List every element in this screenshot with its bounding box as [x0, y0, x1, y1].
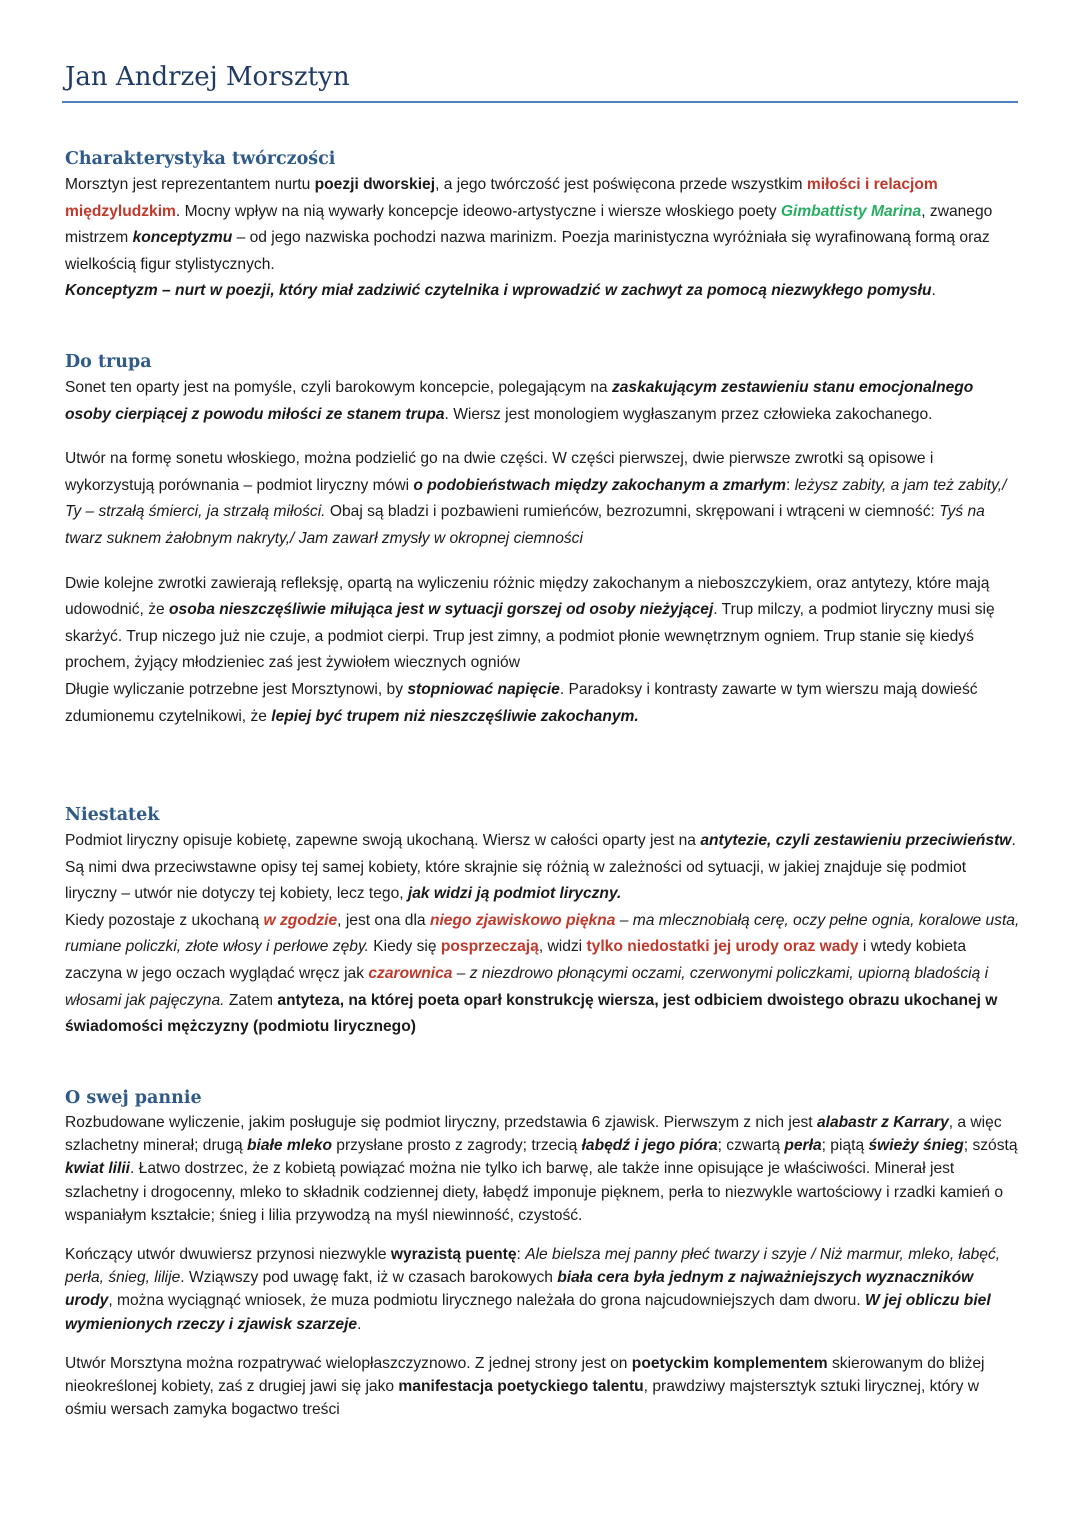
text-bold-italic: świeży śnieg — [868, 1137, 964, 1155]
text-run: Obaj są bladzi i pozbawieni rumieńców, bezrozumni, skrępowani i wtrąceni w ciemność: — [325, 503, 940, 521]
text-run: Kiedy pozostaje z ukochaną — [65, 911, 264, 929]
text-bold: antyteza, na której poeta oparł konstrukcję wiersza, jest odbiciem dwoistego obrazu ukochanej w świadomości mężczyzny (podmiotu lirycznego) — [65, 991, 998, 1036]
paragraph — [65, 828, 1020, 1041]
definition — [65, 278, 1020, 305]
text-highlight: posprzeczają — [440, 938, 539, 956]
text-run: Kiedy się — [368, 938, 441, 956]
text-bold-italic: jak widzi ją podmiot liryczny. — [407, 885, 622, 903]
text-run: , można wyciągnąć wniosek, że muza podmiotu lirycznego należała do grona najcudowniejszych dam dworu. — [108, 1292, 866, 1310]
text-highlight: tylko niedostatki jej urody oraz wady — [586, 938, 859, 956]
text-italic: Tyś na twarz suknem żałobnym nakryty,/ Jam zawarł zmysły w okropnej ciemności — [65, 503, 985, 547]
text-run: , a jego twórczość jest poświęcona przede wszystkim — [435, 176, 807, 193]
text-run: Morsztyn jest reprezentantem nurtu — [65, 176, 315, 193]
text-highlight: czarownica — [368, 964, 453, 982]
text-run: Rozbudowane wyliczenie, jakim posługuje się podmiot liryczny, przedstawia 6 zjawisk. Pierwszym z nich jest — [65, 1114, 817, 1131]
text-run: , jest ona dla — [337, 911, 430, 929]
text-run: . — [931, 282, 936, 300]
text-run: ; piątą — [821, 1137, 869, 1155]
text-italic: – ma mlecznobiałą cerę, oczy pełne ognia, koralowe usta, rumiane policzki, złote włosy i perłowe zęby. — [65, 911, 1020, 956]
text-bold-italic: alabastr z Karrary — [816, 1114, 949, 1131]
section-niestatek — [65, 802, 1020, 1041]
section-heading: O swej pannie — [65, 1088, 202, 1108]
text-italic: – z niezdrowo płonącymi oczami, czerwonymi policzkami, upiorną bladością i włosami jak pajęczyna. — [65, 964, 989, 1009]
paragraph — [65, 1352, 1020, 1422]
text-run: – od jego nazwiska pochodzi nazwa marinizm. Poezja marinistyczna wyróżniała się wyrafinowaną formą oraz wielkością figur stylistycznych. — [65, 229, 990, 273]
paragraph — [65, 1243, 1020, 1336]
text-bold: poezji dworskiej — [314, 176, 436, 193]
text-bold-italic: białe mleko — [247, 1137, 332, 1155]
section-do-trupa — [65, 349, 1020, 730]
text-run: , widzi — [538, 938, 587, 956]
text-run: ; czwartą — [717, 1137, 785, 1155]
text-run: Długie wyliczanie potrzebne jest Morsztynowi, by — [65, 680, 408, 698]
text-run: Kończący utwór dwuwiersz przynosi niezwykle — [65, 1246, 391, 1264]
text-bold-italic: W jej obliczu biel wymienionych rzeczy i zjawisk szarzeje — [65, 1292, 991, 1333]
text-run: przysłane prosto z zagrody; trzecią — [331, 1137, 582, 1155]
text-run: , prawdziwy majstersztyk sztuki lirycznej, który w ośmiu wersach zamyka bogactwo treści — [65, 1378, 979, 1419]
text-italic: leżysz zabity, a jam też zabity,/ Ty – strzałą śmierci, ja strzałą miłości. — [65, 476, 1007, 521]
text-run: . Mocny wpływ na nią wywarły koncepcje ideowo-artystyczne i wiersze włoskiego poety — [175, 202, 781, 220]
text-highlight: w zgodzie — [263, 911, 338, 929]
text-italic: Ale bielsza mej panny płeć twarzy i szyje / Niż marmur, mleko, łabęć, perła, śnieg, lilije — [65, 1246, 1001, 1287]
text-bold: wyrazistą puentę — [390, 1246, 517, 1264]
paragraph — [65, 1111, 1020, 1227]
text-run: . Paradoksy i kontrasty zawarte w tym wierszu mają dowieść zdumionemu czytelnikowi, że — [65, 680, 978, 725]
section-heading: Charakterystyka twórczości — [65, 149, 336, 169]
text-bold-italic: osoba nieszczęśliwie miłująca jest w sytuacji gorszej od osoby nieżyjącej — [169, 601, 714, 619]
paragraph — [65, 172, 1020, 278]
text-bold-italic: Konceptyzm – nurt w poezji, który miał zadziwić czytelnika i wprowadzić w zachwyt za pomocą niezwykłego pomysłu — [65, 282, 932, 300]
text-bold-italic: antytezie, czyli zestawieniu przeciwieństw — [700, 832, 1012, 849]
document-title: Jan Andrzej Morsztyn — [65, 62, 350, 92]
text-highlight: Gimbattisty Marina — [780, 202, 922, 220]
text-run: i wtedy kobieta zaczyna w jego oczach wyglądać wręcz jak — [65, 938, 967, 982]
text-run: . Wziąwszy pod uwagę fakt, iż w czasach barokowych — [180, 1269, 558, 1287]
text-run: , a więc szlachetny minerał; drugą — [65, 1114, 1002, 1155]
text-bold-italic: o podobieństwach między zakochanym a zmarłym — [413, 476, 787, 494]
paragraph — [65, 375, 1020, 428]
text-run: : — [786, 476, 795, 494]
text-bold-italic: biała cera była jednym z najważniejszych wyznaczników urody — [65, 1269, 974, 1310]
section-o-swej-pannie — [65, 1085, 1020, 1421]
title-divider — [62, 101, 1018, 103]
text-bold: manifestacja poetyckiego talentu — [398, 1378, 644, 1396]
text-run: , zwanego mistrzem — [65, 202, 993, 247]
section-heading: Niestatek — [65, 805, 160, 825]
text-bold-italic: konceptyzmu — [132, 229, 233, 247]
text-bold-italic: stopniować napięcie — [407, 680, 560, 698]
text-run: skierowanym do bliżej nieokreślonej kobiety, zaś z drugiej jawi się jako — [65, 1354, 985, 1396]
text-highlight: miłości i relacjom międzyludzkim — [65, 176, 938, 220]
text-bold-italic: kwiat lilii — [65, 1160, 130, 1178]
text-run: . Łatwo dostrzec, że z kobietą powiązać można nie tylko ich barwę, ale także inne opisujące je właściwości. Minerał jest szlachetny i drogocenny, mleko to składnik codziennej diety, łabędź imponuje pięknem, perła to niezwykle wartościowy i rzadki kamień o wspaniałym kształcie; śnieg i lilia przywodzą na myśl niewinność, czystość. — [65, 1160, 1004, 1224]
paragraph — [65, 446, 1020, 552]
text-run: Sonet ten oparty jest na pomyśle, czyli barokowym koncepcie, polegającym na — [65, 379, 612, 396]
text-run: Podmiot liryczny opisuje kobietę, zapewne swoją ukochaną. Wiersz w całości oparty jest na — [65, 832, 701, 849]
text-run: Utwór na formę sonetu włoskiego, można podzielić go na dwie części. W części pierwszej, dwie pierwsze zwrotki są opisowe i wykorzystują porównania – podmiot liryczny mówi — [65, 450, 934, 494]
text-run: Utwór Morsztyna można rozpatrywać wielopłaszczyznowo. Z jednej strony jest on — [65, 1354, 632, 1372]
paragraph — [65, 571, 1020, 731]
text-run: . Wiersz jest monologiem wygłaszanym przez człowieka zakochanego. — [444, 405, 933, 423]
text-bold-italic: zaskakującym zestawieniu stanu emocjonalnego osoby cierpiącej z powodu miłości ze stanem trupa — [65, 379, 974, 423]
text-highlight: niego zjawiskowo piękna — [429, 911, 616, 929]
section-charakterystyka — [65, 146, 1020, 305]
section-heading: Do trupa — [65, 352, 152, 372]
text-run: : — [516, 1246, 526, 1264]
text-bold-italic: lepiej być trupem niż nieszczęśliwie zakochanym. — [271, 707, 639, 725]
text-run: . Trup milczy, a podmiot liryczny musi się skarżyć. Trup niczego już nie czuje, a podmiot cierpi. Trup jest zimny, a podmiot płonie wewnętrznym ogniem. Trup stanie się kiedyś prochem, żyjący młodzieniec zaś jest żywiołem wiecznych ogniów — [65, 601, 995, 672]
text-run: . — [357, 1315, 362, 1333]
text-bold-italic: łabędź i jego pióra — [581, 1137, 718, 1155]
text-run: Zatem — [224, 991, 278, 1009]
text-run: ; szóstą — [963, 1137, 1018, 1155]
text-run: . Są nimi dwa przeciwstawne opisy tej samej kobiety, które skrajnie się różnią w zależności od sytuacji, w jakiej znajduje się podmiot liryczny – utwór nie dotyczy tej kobiety, lecz tego, — [65, 832, 1016, 903]
text-bold: poetyckim komplementem — [631, 1354, 828, 1372]
text-bold-italic: perła — [784, 1137, 822, 1155]
text-run: Dwie kolejne zwrotki zawierają refleksję, opartą na wyliczeniu różnic między zakochanym a nieboszczykiem, oraz antytezy, które mają udowodnić, że — [65, 574, 990, 619]
